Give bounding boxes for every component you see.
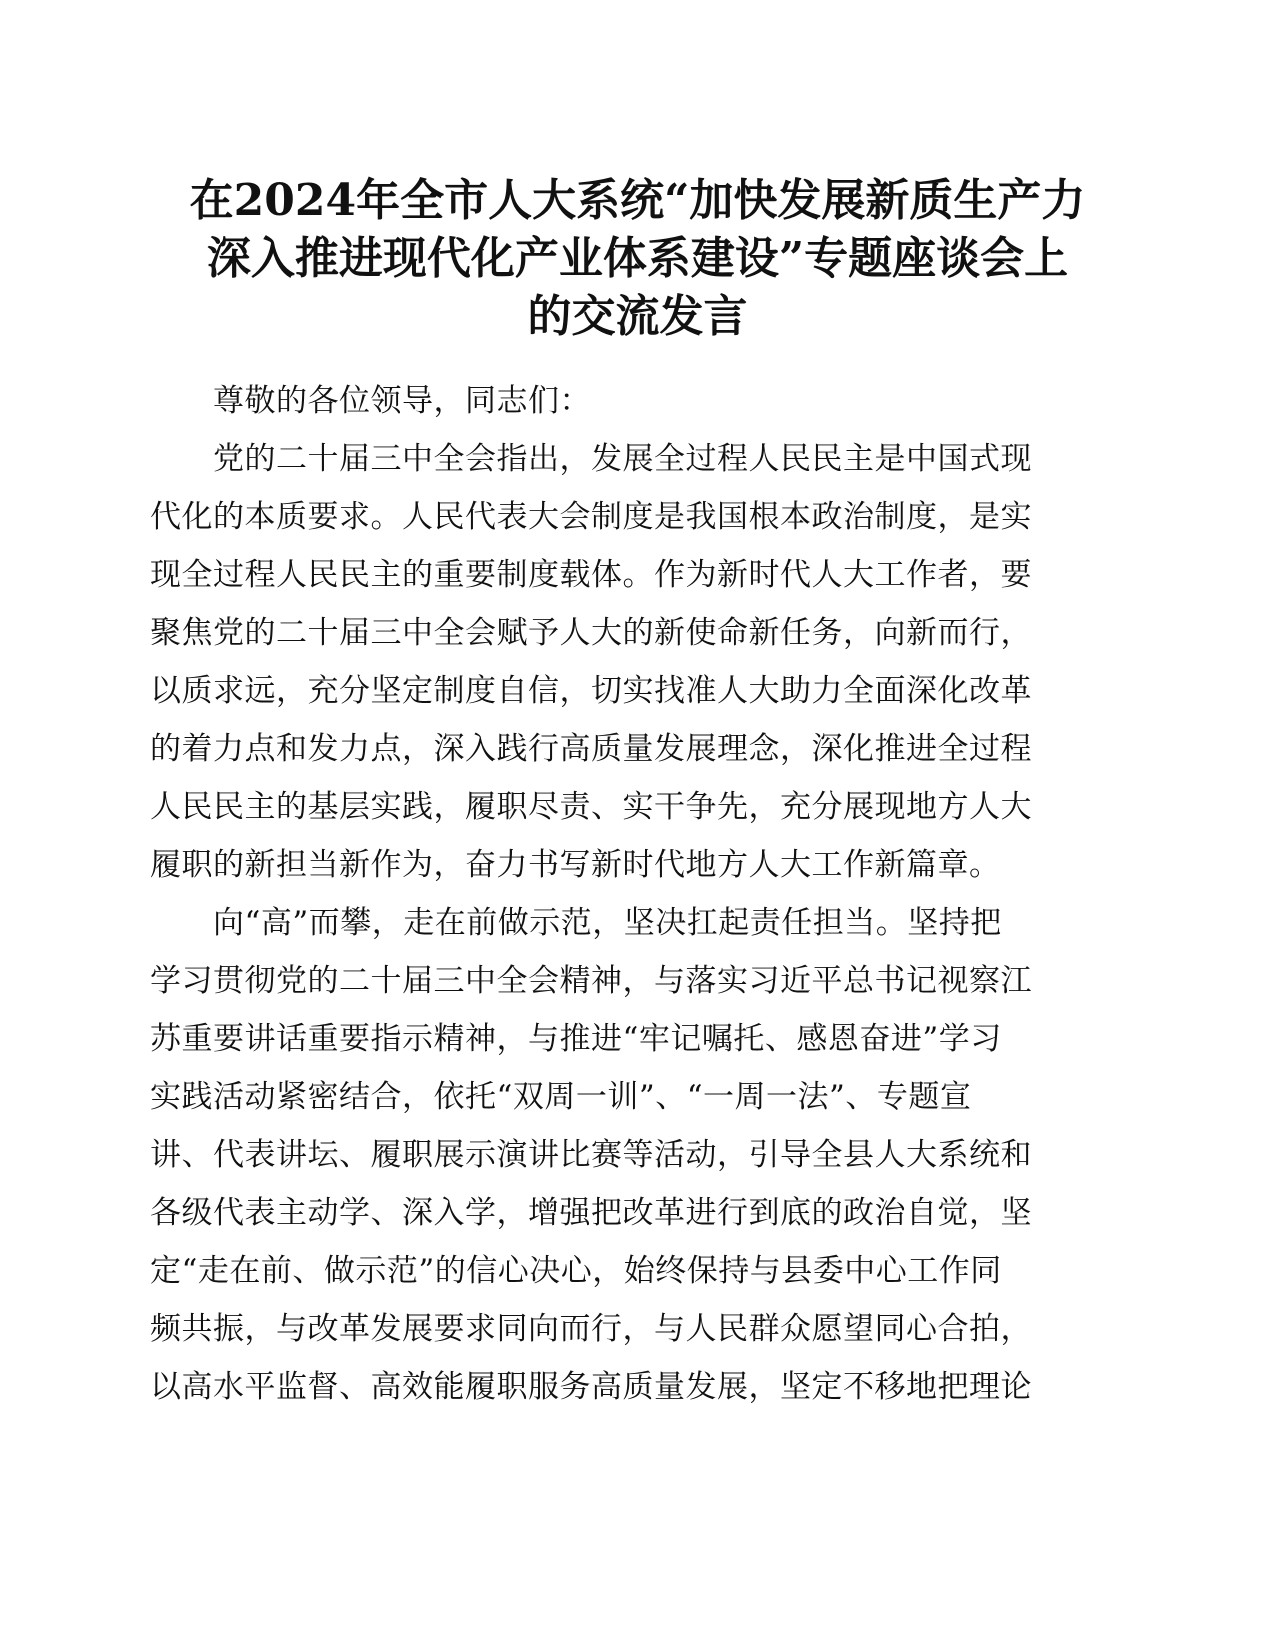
text-line: 讲、代表讲坛、履职展示演讲比赛等活动，引导全县人大系统和 <box>150 1137 1032 1173</box>
text-line: 聚焦党的二十届三中全会赋予人大的新使命新任务，向新而行， <box>150 615 1032 651</box>
text-line: 向“高”而攀，走在前做示范，坚决扛起责任担当。坚持把 <box>213 905 1002 941</box>
greeting: 尊敬的各位领导，同志们： <box>213 383 591 419</box>
text-line: 苏重要讲话重要指示精神，与推进“牢记嘱托、感恩奋进”学习 <box>150 1021 1002 1057</box>
text-line: 现全过程人民民主的重要制度载体。作为新时代人大工作者，要 <box>150 557 1032 593</box>
text-line: 各级代表主动学、深入学，增强把改革进行到底的政治自觉，坚 <box>150 1195 1032 1231</box>
text-line: 学习贯彻党的二十届三中全会精神，与落实习近平总书记视察江 <box>150 963 1032 999</box>
text-line: 频共振，与改革发展要求同向而行，与人民群众愿望同心合拍， <box>150 1311 1032 1347</box>
paragraph-2 <box>150 894 1090 1416</box>
text-line: 党的二十届三中全会指出，发展全过程人民民主是中国式现 <box>213 441 1032 477</box>
text-line: 的着力点和发力点，深入践行高质量发展理念，深化推进全过程 <box>150 731 1032 767</box>
title-line: 在2024年全市人大系统“加快发展新质生产力 <box>189 175 1086 226</box>
text-line: 以高水平监督、高效能履职服务高质量发展，坚定不移地把理论 <box>150 1369 1032 1405</box>
title-line: 的交流发言 <box>527 291 748 342</box>
paragraph-1 <box>150 430 1090 894</box>
document-title <box>150 172 1125 346</box>
text-line: 履职的新担当新作为，奋力书写新时代地方人大工作新篇章。 <box>150 847 1001 883</box>
text-line: 代化的本质要求。人民代表大会制度是我国根本政治制度，是实 <box>150 499 1032 535</box>
text-line: 实践活动紧密结合，依托“双周一训”、“一周一法”、专题宣 <box>150 1079 972 1115</box>
title-line: 深入推进现代化产业体系建设”专题座谈会上 <box>206 233 1069 284</box>
text-line: 人民民主的基层实践，履职尽责、实干争先，充分展现地方人大 <box>150 789 1032 825</box>
document-body <box>150 372 1090 1416</box>
text-line: 定“走在前、做示范”的信心决心，始终保持与县委中心工作同 <box>150 1253 1002 1289</box>
text-line: 以质求远，充分坚定制度自信，切实找准人大助力全面深化改革 <box>150 673 1032 709</box>
